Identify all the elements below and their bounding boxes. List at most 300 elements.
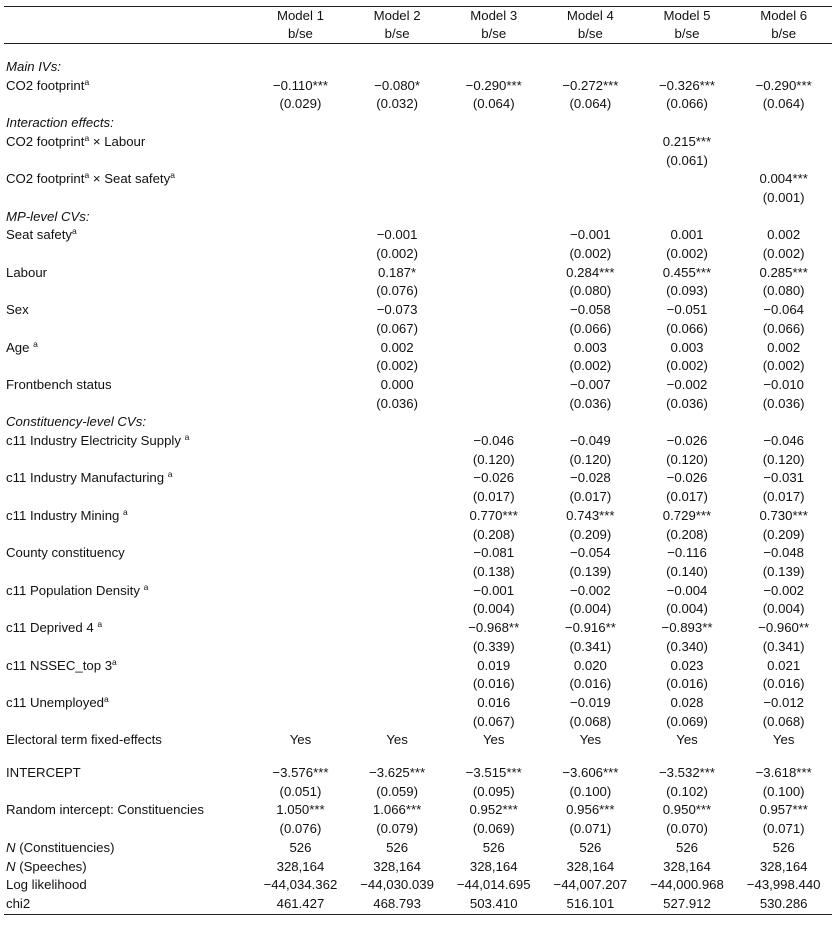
superscript: a: [143, 581, 149, 592]
table-row: [4, 657, 832, 676]
coef-cell: −0.051: [666, 302, 708, 318]
se-cell: (0.069): [472, 821, 515, 837]
coef-cell: [252, 170, 349, 189]
col-header: Model 2: [373, 8, 421, 23]
coef-cell: −0.110***: [272, 77, 328, 93]
se-cell: [735, 152, 832, 171]
se-cell: [252, 488, 349, 507]
coef-cell: −0.010: [763, 376, 805, 392]
row-label: [4, 432, 252, 451]
se-cell: (0.100): [762, 783, 805, 799]
se-row: [4, 152, 832, 171]
coef-cell: 0.002: [767, 227, 801, 243]
coef-cell: Yes: [772, 732, 795, 748]
se-row: [4, 600, 832, 619]
coef-cell: −0.048: [763, 545, 805, 561]
row-label-text: Labour: [6, 264, 48, 280]
section-heading: Constituency-level CVs:: [6, 414, 146, 430]
se-row: [4, 395, 832, 414]
col-header: Model 5: [663, 8, 711, 23]
coef-cell: 526: [676, 839, 699, 855]
se-row: [4, 783, 832, 802]
coef-cell: −0.058: [570, 302, 611, 318]
row-label: [4, 694, 252, 713]
se-row: [4, 488, 832, 507]
coef-cell: 0.028: [670, 694, 704, 710]
se-cell: (0.016): [569, 676, 612, 692]
coef-cell: −0.049: [570, 433, 611, 449]
se-cell: (0.036): [666, 395, 708, 411]
superscript: a: [84, 76, 90, 87]
row-label-text: Seat safety: [6, 227, 72, 243]
col-subheader: b/se: [639, 25, 736, 44]
se-cell: (0.208): [472, 526, 515, 542]
se-cell: [252, 563, 349, 582]
se-cell: (0.079): [376, 821, 418, 837]
row-label: [4, 619, 252, 638]
coef-cell: 530.286: [735, 895, 832, 914]
superscript: a: [84, 132, 90, 143]
se-cell: [252, 526, 349, 545]
se-cell: [252, 451, 349, 470]
coef-cell: 0.004***: [759, 171, 808, 187]
coef-cell: −0.290***: [755, 77, 812, 93]
se-cell: [639, 189, 736, 208]
se-cell: (0.070): [666, 821, 708, 837]
row-label: [4, 858, 252, 877]
superscript-2: a: [170, 170, 175, 181]
table-row: [4, 876, 832, 895]
se-cell: (0.120): [472, 451, 515, 467]
coef-cell: −0.002: [666, 376, 708, 392]
row-label-n: N: [6, 858, 16, 874]
coef-cell: 503.410: [445, 895, 542, 914]
coef-cell: [542, 170, 639, 189]
coef-cell: [252, 339, 349, 358]
se-cell: (0.138): [472, 563, 515, 579]
se-cell: (0.341): [762, 638, 805, 654]
section-heading: Main IVs:: [6, 59, 61, 74]
coef-cell: −0.004: [666, 582, 708, 598]
row-label-text: c11 Deprived 4: [6, 620, 98, 636]
se-cell: [349, 189, 446, 208]
se-row: [4, 189, 832, 208]
coef-cell: [349, 694, 446, 713]
table-row: [4, 133, 832, 152]
col-subheader: b/se: [542, 25, 639, 44]
se-cell: [542, 189, 639, 208]
row-label: [4, 77, 252, 96]
se-cell: (0.017): [666, 489, 708, 505]
row-label-text: c11 NSSEC_top 3: [6, 657, 113, 673]
coef-cell: −0.001: [570, 227, 611, 243]
coef-cell: 527.912: [639, 895, 736, 914]
coef-cell: −3.576***: [272, 765, 329, 781]
coef-cell: 0.284***: [566, 264, 615, 280]
row-label: [4, 657, 252, 676]
superscript: a: [33, 338, 38, 349]
regression-table: [4, 6, 832, 915]
coef-cell: 0.730***: [759, 507, 808, 523]
coef-cell: 0.000: [380, 376, 414, 392]
coef-cell: −0.001: [376, 227, 418, 243]
coef-cell: −0.019: [570, 694, 611, 710]
coef-cell: −0.290***: [465, 77, 522, 93]
se-cell: [252, 713, 349, 732]
coef-cell: −0.326***: [658, 77, 716, 93]
se-cell: (0.100): [569, 783, 612, 799]
coef-cell: 526: [772, 839, 795, 855]
row-label-text: (Constituencies): [15, 839, 115, 855]
se-cell: [252, 282, 349, 301]
row-label: [4, 544, 252, 563]
table-row: [4, 619, 832, 638]
table-row: [4, 544, 832, 563]
coef-cell: 0.003: [670, 339, 704, 355]
coef-cell: [349, 582, 446, 601]
row-label: [4, 507, 252, 526]
superscript: a: [112, 656, 117, 667]
coef-cell: 0.743***: [566, 507, 615, 523]
col-subheader: b/se: [349, 25, 446, 44]
se-cell: (0.036): [376, 395, 418, 411]
se-cell: (0.080): [569, 283, 612, 299]
se-cell: (0.120): [666, 451, 708, 467]
superscript: a: [71, 226, 77, 237]
coef-cell: −0.073: [376, 302, 418, 318]
coef-cell: −0.960**: [758, 620, 810, 636]
coef-cell: −0.001: [473, 582, 515, 598]
col-header: Model 3: [470, 8, 518, 23]
superscript: a: [84, 170, 90, 181]
row-label-text: Frontbench status: [6, 376, 112, 392]
coef-cell: [252, 301, 349, 320]
se-cell: (0.029): [279, 96, 322, 112]
coef-cell: 0.187*: [378, 264, 417, 280]
coef-cell: [445, 133, 542, 152]
row-label: [4, 764, 252, 783]
se-cell: (0.017): [472, 489, 515, 505]
se-cell: (0.004): [666, 601, 708, 617]
se-cell: [252, 152, 349, 171]
coef-cell: 328,164: [276, 858, 325, 874]
coef-cell: −0.916**: [564, 620, 616, 636]
se-cell: [252, 189, 349, 208]
se-cell: (0.064): [762, 96, 805, 112]
table-row: [4, 764, 832, 783]
se-cell: (0.036): [569, 395, 612, 411]
coef-cell: 1.050***: [276, 802, 325, 818]
coef-cell: 0.285***: [759, 264, 808, 280]
spacer-row: [4, 44, 832, 59]
superscript: a: [104, 693, 109, 704]
coef-cell: −0.272***: [562, 77, 619, 93]
se-cell: (0.076): [279, 821, 322, 837]
se-cell: [252, 245, 349, 264]
row-label: [4, 264, 252, 283]
se-cell: (0.036): [762, 395, 805, 411]
se-row: [4, 675, 832, 694]
coef-cell: [639, 170, 736, 189]
se-row: [4, 282, 832, 301]
se-cell: (0.059): [376, 783, 418, 799]
coef-cell: −0.002: [570, 582, 611, 598]
coef-cell: −0.968**: [468, 620, 520, 636]
coef-cell: −0.026: [666, 470, 708, 486]
se-cell: [252, 320, 349, 339]
coef-cell: −0.002: [763, 582, 805, 598]
table-row: [4, 264, 832, 283]
coef-cell: [252, 694, 349, 713]
coef-cell: 0.016: [477, 694, 511, 710]
se-row: [4, 638, 832, 657]
table-row: [4, 301, 832, 320]
se-cell: (0.067): [472, 713, 515, 729]
se-row: [4, 95, 832, 114]
superscript: a: [167, 469, 173, 480]
se-cell: (0.209): [762, 526, 805, 542]
coef-cell: 1.066***: [372, 802, 422, 818]
coef-cell: [445, 376, 542, 395]
se-cell: [349, 526, 446, 545]
se-cell: (0.120): [569, 451, 612, 467]
coef-cell: [252, 507, 349, 526]
coef-cell: 526: [386, 839, 409, 855]
row-label: [4, 339, 252, 358]
coef-cell: −3.625***: [369, 765, 426, 781]
se-cell: (0.061): [666, 152, 708, 168]
row-label: [4, 133, 252, 152]
coef-cell: Yes: [289, 732, 312, 748]
se-cell: (0.208): [666, 526, 708, 542]
header-sub-row: [4, 25, 832, 44]
table-row: [4, 432, 832, 451]
table-row: [4, 170, 832, 189]
se-cell: [252, 638, 349, 657]
se-row: [4, 820, 832, 839]
section-row: [4, 58, 832, 77]
coef-cell: −0.046: [763, 433, 805, 449]
col-header: Model 6: [760, 8, 808, 23]
table-row: [4, 507, 832, 526]
table-row: [4, 469, 832, 488]
row-label-n: N: [6, 839, 16, 855]
se-cell: (0.002): [569, 246, 612, 262]
table-row: [4, 694, 832, 713]
se-row: [4, 563, 832, 582]
coef-cell: −44,007.207: [553, 877, 628, 893]
coef-cell: 0.770***: [469, 507, 518, 523]
se-cell: (0.016): [762, 676, 805, 692]
row-label-text-2: × Labour: [89, 133, 146, 149]
se-row: [4, 320, 832, 339]
se-cell: (0.064): [472, 96, 515, 112]
row-label-text: chi2: [6, 895, 31, 911]
coef-cell: [445, 301, 542, 320]
row-label-text: Random intercept: Constituencies: [6, 802, 204, 818]
coef-cell: [445, 226, 542, 245]
coef-cell: 328,164: [373, 858, 421, 874]
row-label-text: INTERCEPT: [6, 765, 81, 781]
coef-cell: [252, 469, 349, 488]
coef-cell: [349, 657, 446, 676]
table-row: [4, 801, 832, 820]
se-cell: (0.095): [472, 783, 515, 799]
se-cell: (0.341): [569, 638, 612, 654]
se-cell: (0.139): [569, 563, 612, 579]
coef-cell: [252, 582, 349, 601]
se-cell: (0.032): [376, 96, 418, 112]
coef-cell: Yes: [386, 732, 408, 748]
coef-cell: 0.023: [670, 657, 704, 673]
coef-cell: 516.101: [542, 895, 639, 914]
coef-cell: 0.957***: [759, 802, 808, 818]
coef-cell: −3.618***: [755, 765, 812, 781]
se-cell: (0.209): [569, 526, 612, 542]
row-label-text: CO2 footprint: [6, 171, 85, 187]
row-label: [4, 731, 252, 750]
se-cell: [445, 395, 542, 414]
se-cell: (0.004): [762, 601, 805, 617]
coef-cell: −0.054: [570, 545, 611, 561]
row-label-text: c11 Unemployed: [6, 694, 104, 710]
row-label: [4, 469, 252, 488]
se-cell: (0.066): [762, 320, 805, 336]
coef-cell: −44,014.695: [456, 877, 531, 893]
coef-cell: 0.019: [477, 657, 511, 673]
se-cell: (0.002): [666, 358, 708, 374]
coef-cell: 0.002: [380, 339, 414, 355]
se-cell: (0.064): [569, 96, 612, 112]
se-cell: (0.002): [762, 246, 805, 262]
se-cell: (0.120): [762, 451, 805, 467]
row-label-text: CO2 footprint: [6, 77, 85, 93]
coef-cell: Yes: [676, 732, 698, 748]
coef-cell: [349, 432, 446, 451]
coef-cell: 461.427: [252, 895, 349, 914]
table-row: [4, 895, 832, 914]
coef-cell: 0.952***: [469, 802, 518, 818]
row-label-text: CO2 footprint: [6, 133, 85, 149]
coef-cell: −0.026: [666, 433, 708, 449]
se-cell: [349, 563, 446, 582]
coef-cell: −3.606***: [562, 765, 619, 781]
coef-cell: 328,164: [469, 858, 518, 874]
coef-cell: [349, 544, 446, 563]
se-cell: (0.102): [666, 783, 708, 799]
se-cell: [445, 357, 542, 376]
table-body: [4, 44, 832, 915]
se-cell: (0.071): [762, 821, 805, 837]
se-cell: (0.093): [666, 283, 708, 299]
coef-cell: −0.031: [763, 470, 805, 486]
se-cell: [252, 357, 349, 376]
coef-cell: [252, 432, 349, 451]
coef-cell: −0.064: [763, 302, 805, 318]
row-label-text: Electoral term fixed-effects: [6, 732, 162, 748]
coef-cell: −3.532***: [658, 765, 716, 781]
coef-cell: −0.116: [667, 545, 707, 561]
se-row: [4, 713, 832, 732]
row-label: [4, 839, 252, 858]
se-cell: (0.004): [569, 601, 612, 617]
coef-cell: Yes: [579, 732, 602, 748]
se-cell: (0.140): [666, 563, 708, 579]
coef-cell: [252, 619, 349, 638]
table-row: [4, 731, 832, 750]
se-cell: [542, 152, 639, 171]
row-label: [4, 582, 252, 601]
se-cell: (0.002): [376, 358, 418, 374]
se-cell: [445, 245, 542, 264]
row-label-text: Age: [6, 339, 34, 355]
coef-cell: [252, 544, 349, 563]
section-heading: MP-level CVs:: [6, 208, 90, 224]
coef-cell: [252, 376, 349, 395]
se-cell: (0.002): [666, 246, 708, 262]
se-cell: (0.076): [376, 283, 418, 299]
se-cell: (0.067): [376, 320, 418, 336]
se-cell: (0.002): [762, 358, 805, 374]
se-cell: (0.051): [279, 783, 322, 799]
coef-cell: [252, 657, 349, 676]
section-heading: Interaction effects:: [6, 115, 114, 131]
row-label: [4, 376, 252, 395]
se-row: [4, 451, 832, 470]
row-label-text: c11 Industry Mining: [6, 507, 124, 523]
se-cell: (0.004): [472, 601, 515, 617]
coef-cell: 0.215***: [662, 133, 712, 149]
se-cell: [349, 451, 446, 470]
se-cell: (0.069): [666, 713, 708, 729]
coef-cell: 526: [289, 839, 312, 855]
row-label-text: Sex: [6, 302, 29, 318]
table-row: [4, 77, 832, 96]
coef-cell: 0.950***: [662, 802, 712, 818]
spacer-row: [4, 750, 832, 764]
section-row: [4, 208, 832, 227]
coef-cell: 526: [482, 839, 505, 855]
se-cell: (0.066): [569, 320, 612, 336]
se-cell: (0.002): [376, 246, 418, 262]
row-label: [4, 876, 252, 895]
se-cell: (0.139): [762, 563, 805, 579]
coef-cell: [445, 339, 542, 358]
se-row: [4, 357, 832, 376]
se-cell: [445, 189, 542, 208]
coef-cell: [542, 133, 639, 152]
se-cell: (0.002): [569, 358, 612, 374]
col-subheader: b/se: [735, 25, 832, 44]
coef-cell: 0.001: [670, 227, 704, 243]
coef-cell: 0.455***: [662, 264, 712, 280]
coef-cell: −0.007: [570, 376, 611, 392]
coef-cell: [349, 170, 446, 189]
se-cell: [349, 638, 446, 657]
coef-cell: 0.002: [767, 339, 801, 355]
se-cell: (0.016): [472, 676, 515, 692]
row-label: [4, 801, 252, 820]
coef-cell: −0.080*: [374, 77, 420, 93]
row-label-text: c11 Population Density: [6, 582, 144, 598]
se-cell: [445, 282, 542, 301]
coef-cell: −44,030.039: [360, 877, 434, 893]
coef-cell: 468.793: [349, 895, 446, 914]
se-cell: [349, 600, 446, 619]
coef-cell: [735, 133, 832, 152]
se-cell: (0.001): [762, 189, 805, 205]
table-row: [4, 839, 832, 858]
